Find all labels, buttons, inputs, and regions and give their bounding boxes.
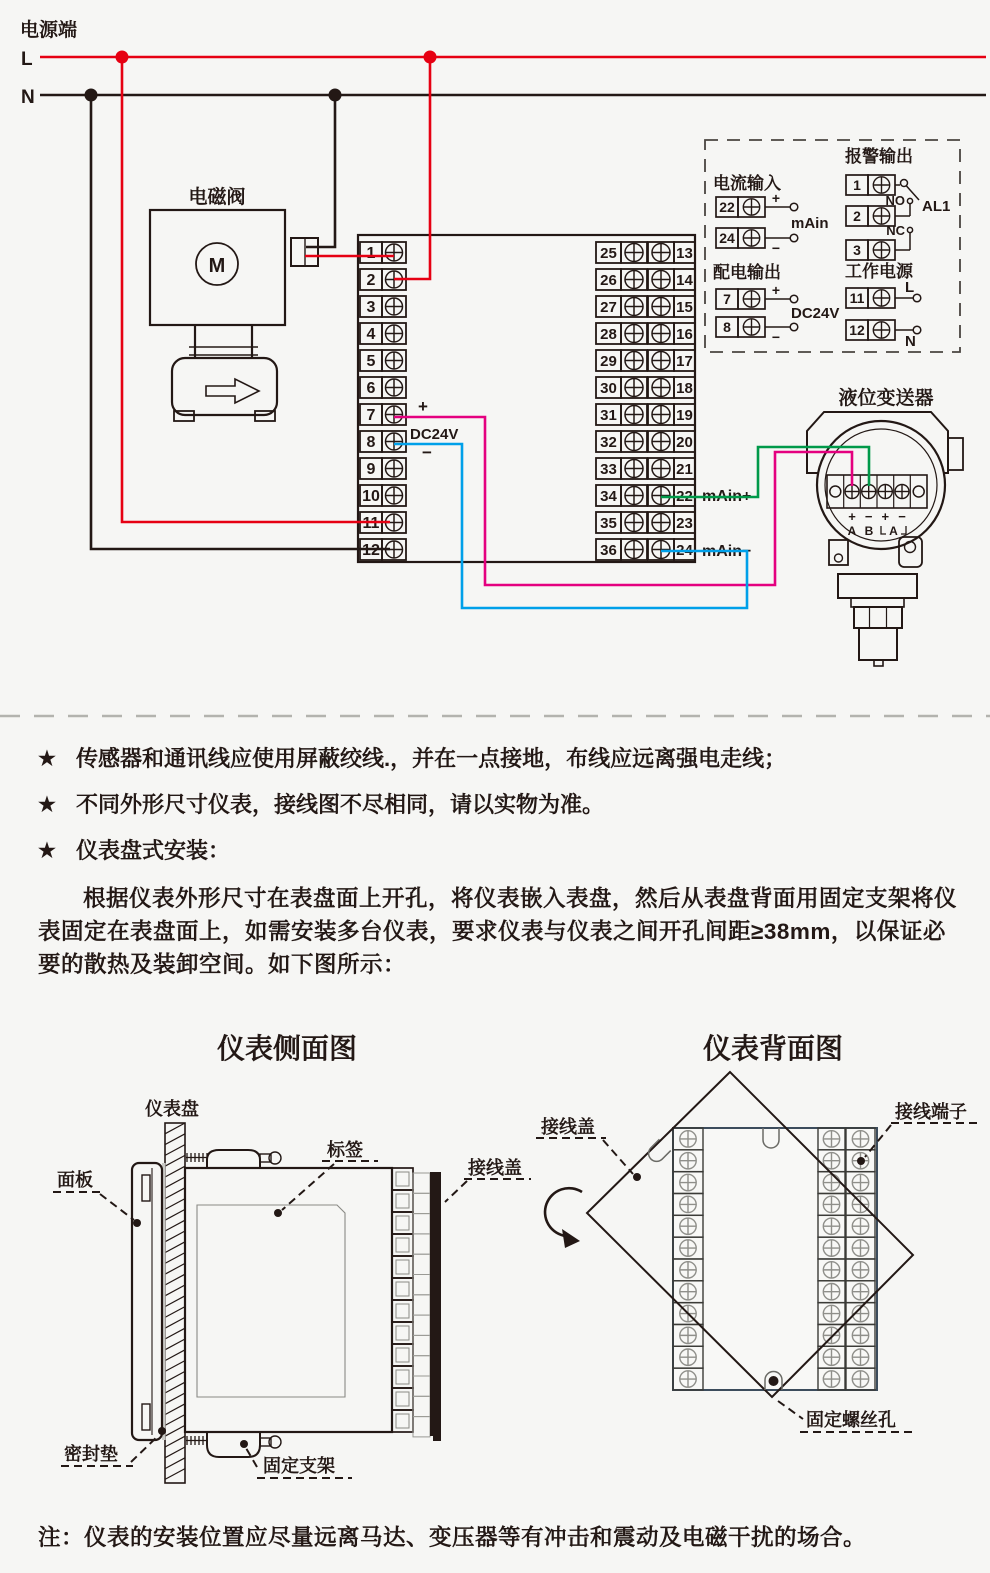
terminal-11-number: 11 — [849, 290, 865, 306]
main-terminal-block — [358, 235, 751, 562]
terminal-1-number: 1 — [853, 177, 861, 193]
svg-text:13: 13 — [676, 245, 693, 262]
svg-text:19: 19 — [676, 407, 693, 424]
panel-board-label: 仪表盘 — [145, 1099, 199, 1119]
wire-cover-label-back: 接线盖 — [541, 1117, 595, 1137]
power-rails — [20, 18, 986, 108]
svg-text:4: 4 — [366, 326, 376, 343]
svg-text:34: 34 — [600, 488, 617, 505]
installation-diagram-svg — [0, 1010, 990, 1490]
line-n-label: N — [21, 87, 35, 108]
main-label: mAin — [791, 215, 829, 232]
tx-label-plus2: + — [881, 509, 890, 524]
junction-dot — [85, 89, 98, 102]
svg-text:1: 1 — [366, 245, 376, 262]
dist-dc24v-label: DC24V — [791, 305, 840, 322]
legend-box — [705, 140, 960, 352]
transmitter-title: 液位变送器 — [838, 388, 934, 409]
svg-text:11: 11 — [362, 515, 380, 532]
svg-text:27: 27 — [600, 299, 617, 316]
current-minus: − — [771, 240, 781, 256]
back-view — [545, 1072, 913, 1397]
no-label: NO — [885, 193, 905, 208]
terminal-7-number: 7 — [723, 291, 731, 307]
bracket-thread-top — [186, 1153, 208, 1162]
front-bezel — [132, 1163, 162, 1440]
main-plus-label: mAin+ — [702, 488, 752, 505]
motor-symbol: M — [208, 255, 226, 277]
tx-port-a2: A — [889, 524, 898, 538]
dc24v-label: DC24V — [410, 426, 459, 443]
screw-hole-label: 固定螺丝孔 — [806, 1410, 896, 1430]
svg-text:12: 12 — [362, 542, 380, 559]
svg-text:10: 10 — [362, 488, 380, 505]
side-view-labels — [53, 1098, 531, 1478]
wiring-diagram-svg — [0, 0, 990, 718]
side-wire-cover — [430, 1172, 441, 1436]
svg-text:2: 2 — [366, 272, 376, 289]
flow-arrow-icon — [206, 379, 259, 403]
work-n-label: N — [905, 333, 916, 350]
front-panel-label: 面板 — [57, 1170, 93, 1190]
bracket-label: 固定支架 — [263, 1456, 335, 1476]
svg-text:5: 5 — [366, 353, 376, 370]
wire-l-to-t11 — [122, 57, 390, 522]
star-bullet-icon: ★ — [38, 794, 56, 816]
current-input-title: 电流输入 — [713, 174, 781, 193]
dist-minus: − — [771, 329, 781, 345]
star-bullet-icon: ★ — [38, 840, 56, 862]
terminal-2-number: 2 — [853, 208, 861, 224]
gasket-label: 密封垫 — [64, 1444, 118, 1464]
side-view-title: 仪表侧面图 — [216, 1034, 358, 1065]
note-text-3: 仪表盘式安装： — [76, 838, 231, 863]
svg-text:3: 3 — [366, 299, 376, 316]
svg-text:20: 20 — [676, 434, 693, 451]
side-view — [132, 1123, 441, 1483]
tx-label-minus1: − — [864, 509, 873, 524]
note-item-3 — [38, 836, 960, 866]
terminal-12-number: 12 — [849, 322, 865, 338]
tx-port-a1: A — [847, 524, 857, 538]
svg-text:6: 6 — [366, 380, 376, 397]
rotate-arrow-icon — [545, 1188, 582, 1236]
svg-text:29: 29 — [600, 353, 617, 370]
tag-rect — [197, 1205, 345, 1397]
svg-text:24: 24 — [676, 542, 693, 559]
terminal-22-number: 22 — [719, 199, 735, 215]
svg-text:25: 25 — [600, 245, 617, 262]
terminal-8-number: 8 — [723, 319, 731, 335]
svg-text:18: 18 — [676, 380, 693, 397]
rotate-arrowhead — [562, 1229, 580, 1248]
svg-text:36: 36 — [600, 542, 617, 559]
svg-text:17: 17 — [676, 353, 693, 370]
svg-text:28: 28 — [600, 326, 617, 343]
svg-text:8: 8 — [366, 434, 376, 451]
wire-n-to-solenoid — [306, 95, 335, 247]
star-bullet-icon: ★ — [38, 748, 56, 770]
bottom-bracket — [186, 1432, 281, 1457]
al1-label: AL1 — [922, 198, 951, 215]
work-l-label: L — [905, 279, 915, 296]
svg-text:35: 35 — [600, 515, 617, 532]
note-item-2 — [38, 790, 960, 820]
svg-text:32: 32 — [600, 434, 617, 451]
notes-section — [0, 718, 990, 1010]
main-minus-label: mAin− — [702, 543, 752, 560]
work-power-title: 工作电源 — [845, 262, 913, 281]
svg-text:7: 7 — [366, 407, 376, 424]
panel-hatch — [165, 1123, 185, 1479]
terminal-3-number: 3 — [853, 242, 861, 258]
svg-text:30: 30 — [600, 380, 617, 397]
svg-text:26: 26 — [600, 272, 617, 289]
solenoid-valve — [150, 185, 318, 421]
terminals-label: 接线端子 — [895, 1102, 967, 1122]
tx-port-b: B — [864, 524, 874, 538]
svg-text:14: 14 — [676, 272, 693, 289]
screw-hole-dot — [769, 1376, 779, 1386]
dc24v-plus-label: + — [418, 397, 428, 416]
side-terminal-strip — [392, 1168, 430, 1437]
tx-label-minus2: − — [898, 509, 906, 524]
svg-text:21: 21 — [676, 461, 693, 478]
svg-text:9: 9 — [366, 461, 376, 478]
bottom-note: 注：仪表的安装位置应尽量远离马达、变压器等有冲击和震动及电磁干扰的场合。 — [38, 1525, 867, 1550]
svg-text:23: 23 — [676, 515, 693, 532]
svg-text:22: 22 — [676, 488, 693, 505]
tx-label-plus1: + — [848, 509, 856, 524]
junction-dot — [424, 51, 437, 64]
svg-text:16: 16 — [676, 326, 693, 343]
install-paragraph: 根据仪表外形尺寸在表盘面上开孔，将仪表嵌入表盘，然后从表盘背面用固定支架将仪表固定在表盘面上，如需安装多台仪表，要求仪表与仪表之间开孔间距≥38mm，以保证必要的散热及装卸空间。如下图所示： — [38, 886, 958, 977]
top-bracket — [186, 1150, 281, 1168]
nc-label: NC — [886, 223, 905, 238]
current-plus: + — [771, 190, 781, 206]
junction-dot — [329, 89, 342, 102]
note-text-1: 传感器和通讯线应使用屏蔽绞线.，并在一点接地，布线应远离强电走线； — [76, 746, 787, 771]
wire-n-to-t12 — [91, 95, 390, 549]
tag-label: 标签 — [327, 1140, 363, 1160]
note-text-2: 不同外形尺寸仪表，接线图不尽相同，请以实物为准。 — [76, 792, 605, 817]
solenoid-label: 电磁阀 — [188, 187, 246, 208]
power-title: 电源端 — [20, 20, 78, 41]
instrument-body — [185, 1168, 392, 1432]
svg-text:15: 15 — [676, 299, 693, 316]
main-terminal-rows — [360, 242, 695, 560]
svg-text:31: 31 — [600, 407, 617, 424]
bracket-thread-bottom — [186, 1436, 208, 1445]
dc24v-minus-label: − — [422, 443, 432, 462]
junction-dot — [116, 51, 129, 64]
wire-cover-label-side: 接线盖 — [468, 1158, 522, 1178]
terminal-24-number: 24 — [719, 230, 735, 246]
dist-plus: + — [771, 282, 781, 298]
dist-output-title: 配电输出 — [713, 263, 781, 282]
svg-text:33: 33 — [600, 461, 617, 478]
line-l-label: L — [21, 49, 33, 70]
back-view-title: 仪表背面图 — [702, 1034, 844, 1065]
alarm-output-title: 报警输出 — [845, 147, 913, 166]
level-transmitter — [807, 386, 963, 666]
note-item-1 — [38, 744, 960, 774]
